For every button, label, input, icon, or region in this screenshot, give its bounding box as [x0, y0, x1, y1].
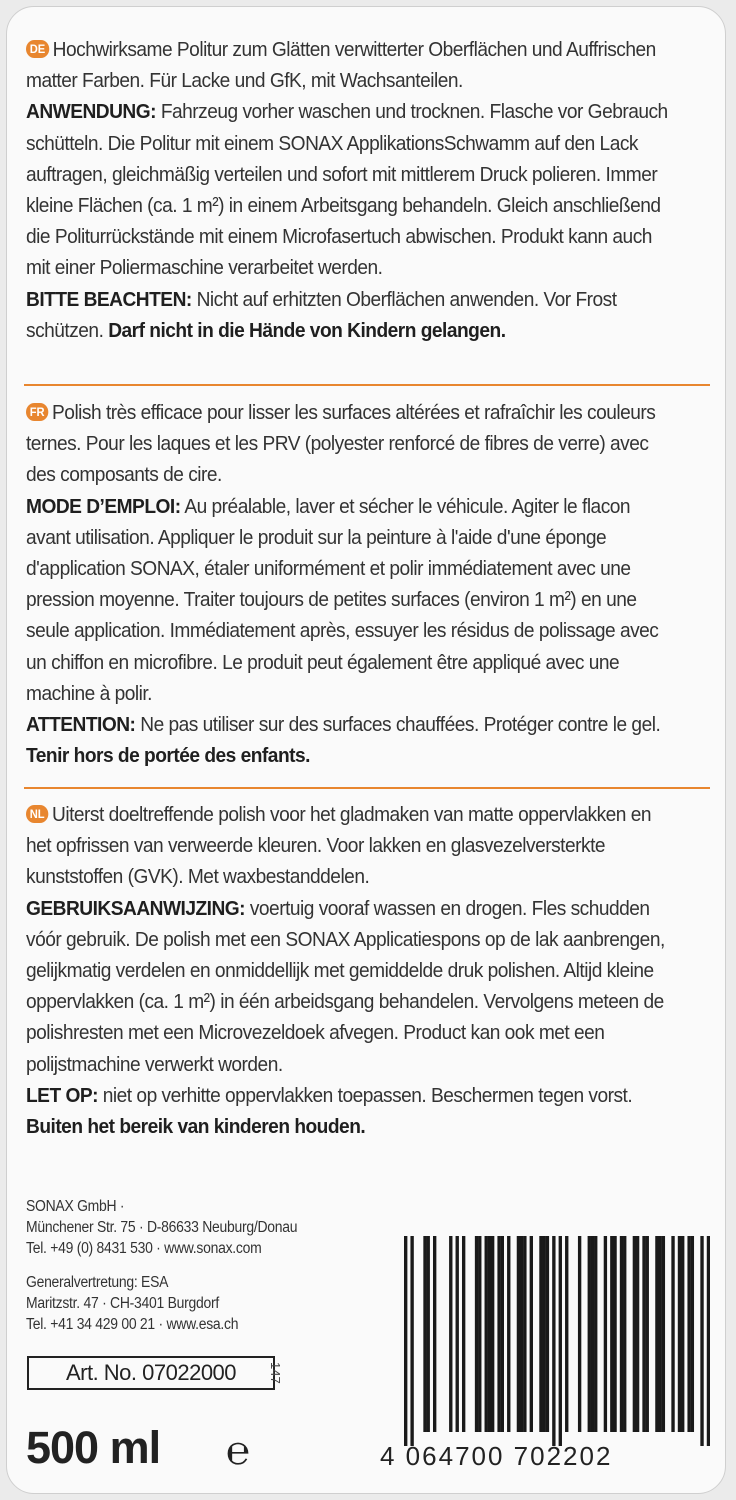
fr-usage-label: MODE D’EMPLOI:: [26, 494, 181, 518]
fr-intro-text: Polish très efficace pour lisser les surfaces altérées et rafraîchir les couleurs ternes. Pour les laques et les PRV (polyester renforcé de fibres de verre) avec des composants de cire.: [26, 401, 656, 487]
fr-usage-text: Au préalable, laver et sécher le véhicule. Agiter le flacon avant utilisation. Appliquer le produit sur la peinture à l'aide d'une éponge d'application SONAX, étaler uniformément et polir immédiatement avec une pression moyenne. Traiter toujours de petites surfaces (environ 1 m²) en une seule application. Immédiatement après, essuyer les résidus de polissage avec un chiffon en microfibre. Le produit peut également être appliqué avec une machine à polir.: [26, 494, 659, 705]
flag-de-badge: DE: [26, 40, 49, 58]
distributor-line: Generalvertretung: ESA: [26, 1274, 169, 1291]
barcode-bar: [546, 1236, 549, 1432]
barcode-bar: [427, 1236, 430, 1432]
side-code: 147: [268, 1362, 283, 1384]
barcode-bar: [658, 1236, 661, 1432]
de-note-label: BITTE BEACHTEN:: [26, 287, 192, 311]
de-note-text: Nicht auf erhitzten Oberflächen anwenden. Vor Frost schützen.: [26, 287, 617, 342]
article-number-box: [27, 1356, 275, 1390]
section-divider: [24, 787, 710, 789]
barcode-bar: [433, 1236, 436, 1432]
barcode-bar: [691, 1236, 694, 1432]
barcode-bar: [646, 1236, 649, 1432]
barcode-bar: [517, 1236, 520, 1432]
manufacturer-address: [26, 1196, 297, 1259]
barcode-bar: [588, 1236, 591, 1432]
de-note: [26, 284, 668, 346]
manufacturer-line: Münchener Str. 75 · D-86633 Neuburg/Donau: [26, 1219, 298, 1236]
barcode-bar: [491, 1236, 494, 1432]
nl-usage-label: GEBRUIKSAANWIJZING:: [26, 896, 246, 920]
fr-intro: [26, 397, 668, 491]
barcode-bar: [700, 1236, 703, 1446]
barcode-bar: [594, 1236, 597, 1432]
barcode-bar: [423, 1236, 426, 1432]
fr-note: [26, 709, 668, 771]
barcode-bar: [456, 1236, 459, 1432]
de-intro-text: Hochwirksame Politur zum Glätten verwitterter Oberflächen und Auffrischen matter Farben. Für Lacke und GfK, mit Wachsanteilen.: [26, 38, 656, 93]
barcode-bar: [552, 1236, 555, 1446]
nl-note: [26, 1080, 668, 1111]
barcode-bar: [478, 1236, 481, 1432]
de-intro: [26, 34, 668, 96]
estimated-sign-icon: ℮: [226, 1429, 251, 1473]
article-number: Art. No. 07022000: [65, 1360, 237, 1385]
barcode-bar: [620, 1236, 623, 1432]
barcode-bar: [662, 1236, 665, 1432]
barcode-bar: [591, 1236, 594, 1432]
barcode-bar: [520, 1236, 523, 1432]
fr-note-text: Ne pas utiliser sur des surfaces chauffées. Protéger contre le gel.: [140, 713, 661, 737]
section-fr: [26, 397, 668, 771]
barcode-bar: [501, 1236, 504, 1432]
barcode-bar: [497, 1236, 500, 1432]
barcode-bar: [678, 1236, 681, 1432]
barcode-bar: [642, 1236, 645, 1432]
barcode-bar: [578, 1236, 581, 1432]
barcode-bar: [543, 1236, 546, 1432]
fr-note-label: ATTENTION:: [26, 713, 136, 737]
nl-warning: Buiten het bereik van kinderen houden.: [26, 1115, 366, 1139]
barcode-bar: [404, 1236, 407, 1446]
de-usage-label: ANWENDUNG:: [26, 100, 157, 124]
manufacturer-line: Tel. +49 (0) 8431 530 · www.sonax.com: [26, 1240, 262, 1257]
manufacturer-line: SONAX GmbH ·: [26, 1198, 125, 1215]
section-de: [26, 34, 668, 346]
barcode-bar: [633, 1236, 636, 1432]
flag-fr-badge: FR: [26, 403, 48, 421]
barcode: [404, 1236, 710, 1446]
barcode-bar: [610, 1236, 613, 1432]
nl-warning-line: [26, 1111, 668, 1142]
barcode-bar: [623, 1236, 626, 1432]
nl-intro: [26, 799, 668, 893]
barcode-bar: [671, 1236, 674, 1432]
barcode-bar: [559, 1236, 562, 1446]
nl-usage-text: voertuig vooraf wassen en drogen. Fles schudden vóór gebruik. De polish met een SONAX Applicatiespons op de lak aanbrengen, gelijkmatig verdelen en onmiddellijk met gemiddelde druk polishen. Altijd kleine oppervlakken (ca. 1 m²) in één arbeidsgang behandelen. Vervolgens meteen de polishresten met een Microvezeldoek afvegen. Product kan ook met een polijstmachine verwerkt worden.: [26, 896, 665, 1076]
fr-warning: Tenir hors de portée des enfants.: [26, 744, 310, 768]
barcode-bar: [523, 1236, 526, 1432]
barcode-bar: [475, 1236, 478, 1432]
nl-usage: [26, 893, 668, 1080]
barcode-bar: [485, 1236, 488, 1432]
volume: 500 ml: [26, 1422, 161, 1473]
barcode-bar: [539, 1236, 542, 1432]
barcode-bar: [687, 1236, 690, 1432]
flag-nl-badge: NL: [26, 805, 48, 823]
barcode-bar: [530, 1236, 533, 1432]
distributor-line: Tel. +41 34 429 00 21 · www.esa.ch: [26, 1316, 239, 1333]
nl-note-text: niet op verhitte oppervlakken toepassen. Beschermen tegen vorst.: [102, 1083, 633, 1107]
distributor-line: Maritzstr. 47 · CH-3401 Burgdorf: [26, 1295, 219, 1312]
barcode-bar: [488, 1236, 491, 1432]
nl-note-label: LET OP:: [26, 1083, 98, 1107]
barcode-digits: 4 064700 702202: [380, 1441, 613, 1471]
distributor-address: [26, 1272, 238, 1335]
barcode-bar: [613, 1236, 616, 1432]
barcode-bar: [655, 1236, 658, 1432]
barcode-bar: [707, 1236, 710, 1446]
nl-intro-text: Uiterst doeltreffende polish voor het gladmaken van matte oppervlakken en het opfrissen van verweerde kleuren. Voor lakken en glasvezelversterkte kunststoffen (GVK). Met waxbestanddelen.: [26, 803, 652, 889]
section-divider: [24, 384, 710, 386]
barcode-bar: [681, 1236, 684, 1432]
de-usage-text: Fahrzeug vorher waschen und trocknen. Flasche vor Gebrauch schütteln. Die Politur mit einem SONAX ApplikationsSchwamm auf den Lack auftragen, gleichmäßig verteilen und sofort mit mittlerem Druck polieren. Immer kleine Flächen (ca. 1 m²) in einem Arbeitsgang behandeln. Gleich anschließend die Politurrückstände mit einem Microfasertuch abwischen. Produkt kann auch mit einer Poliermaschine verarbeitet werden.: [26, 100, 668, 280]
fr-usage: [26, 491, 668, 709]
de-usage: [26, 96, 668, 283]
barcode-bar: [462, 1236, 465, 1432]
barcode-bar: [604, 1236, 607, 1432]
barcode-bar: [565, 1236, 568, 1432]
barcode-bar: [636, 1236, 639, 1432]
de-warning: Darf nicht in die Hände von Kindern gelangen.: [108, 318, 506, 342]
barcode-bar: [410, 1236, 413, 1446]
section-nl: [26, 799, 668, 1142]
barcode-bar: [449, 1236, 452, 1432]
barcode-bar: [507, 1236, 510, 1432]
